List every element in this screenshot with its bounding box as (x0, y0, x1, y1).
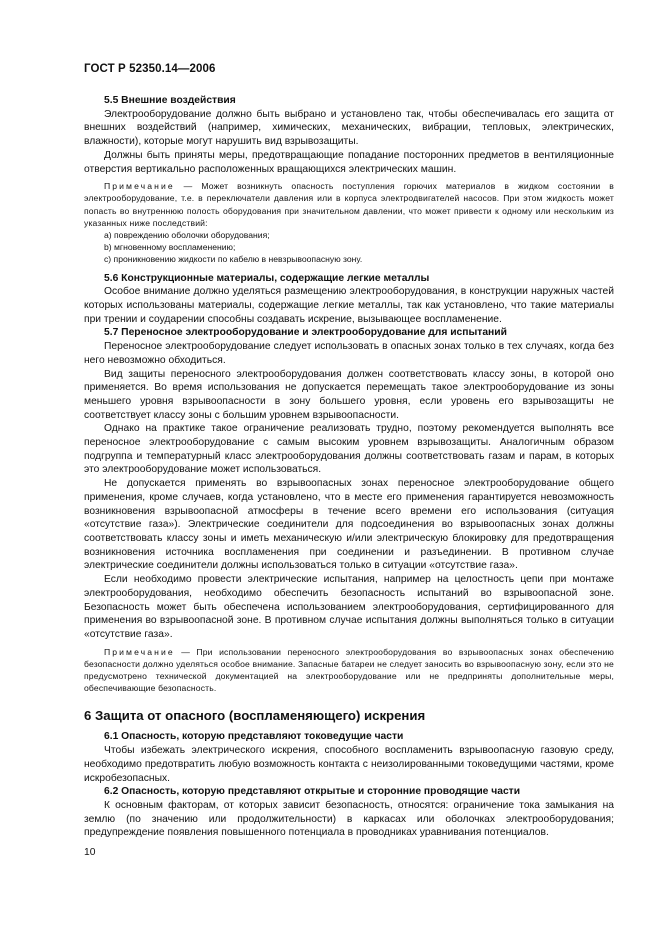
section-5-6-title: 5.6 Конструкционные материалы, содержащие легкие металлы (104, 272, 430, 284)
section-5-7-paragraph-1: Переносное электрооборудование следует использовать в опасных зонах только в тех случаях, когда без него невозможно обходиться. (84, 341, 614, 366)
page-header-standard: ГОСТ Р 52350.14—2006 (84, 63, 216, 75)
note-label: Примечание (104, 181, 175, 192)
note-label: Примечание (104, 646, 175, 657)
section-6-1-paragraph-1: Чтобы избежать электрического искрения, способного воспламенить взрывоопасную газовую среду, необходимо предотвратить любую возможность контакта с неизолированными токоведущими частями, кроме искробезопасных. (84, 745, 614, 784)
section-5-7-paragraph-5: Если необходимо провести электрические испытания, например на целостность цепи при монтаже электрооборудования, необходимо обеспечить безопасность испытаний во взрывоопасной зоне. Безопасность может быть обеспечена использованием электрооборудования, сертифицированного для применения во взрывоопасной зоне. В противном случае испытания должны выполняться только в ситуации «отсутствие газа». (84, 574, 614, 640)
page-content (84, 94, 614, 840)
section-5-5-note (84, 180, 614, 229)
section-5-7-paragraph-4: Не допускается применять во взрывоопасных зонах переносное электрооборудование общего применения, кроме случаев, когда установлено, что в месте его применения гарантируется невозможность возникновения взрывоопасной атмосферы в течение всего времени его использования (ситуация «отсутствие газа»). Электрические соединители для подсоединения во взрывоопасных зонах должны соответствовать классу зоны и иметь механическую и/или электрическую блокировку для предотвращения возникновения источника воспламенения при соединении и разъединении. В противном случае электрические соединители должны использоваться только в ситуации «отсутствие газа». (84, 478, 614, 572)
section-5-6-paragraph-1: Особое внимание должно уделяться размещению электрооборудования, в конструкции наружных частей которых использованы материалы, содержащие легкие металлы, так как установлено, что такие материалы при трении и соударении способны создавать искрение, вызывающее воспламенение. (84, 286, 614, 325)
note-list-item: a) повреждению оболочки оборудования; (104, 230, 270, 241)
section-5-7-paragraph-3: Однако на практике такое ограничение реализовать трудно, поэтому рекомендуется выполнять все переносное электрооборудование с самым высоким уровнем взрывозащиты. Аналогичным образом подгруппа и температурный класс электрооборудования должны соответствовать газам и парам, в которых это электрооборудование может использоваться. (84, 423, 614, 476)
note-list-item: b) мгновенному воспламенению; (104, 242, 236, 253)
section-5-5-paragraph-1: Электрооборудование должно быть выбрано и установлено так, чтобы обеспечивалась его защита от внешних воздействий (например, химических, механических, вибрации, тепловых, электрических, влажности), которые могут нарушить вид взрывозащиты. (84, 108, 614, 148)
note-text: — Может возникнуть опасность поступления горючих материалов в жидком состоянии в электрооборудование, т.е. в переключатели давления или в корпуса электродвигателей насосов. При этом жидкость может попасть во внутреннюю полость оборудования при значительном давлении, что может привести к одному или нескольким из указанных ниже последствий: (84, 181, 614, 228)
note-list-item: c) проникновению жидкости по кабелю в невзрывоопасную зону. (104, 254, 363, 265)
section-5-7-paragraph-2: Вид защиты переносного электрооборудования должен соответствовать классу зоны, в которой оно применяется. Во время использования не допускается перемещать такое электрооборудование из зоны меньшего уровня взрывоопасности в зону большего уровня, если уровень его взрывозащиты не соответствует классу зоны с большим уровнем взрывоопасности. (84, 368, 614, 421)
section-6-2-paragraph-1: К основным факторам, от которых зависит безопасность, относятся: ограничение тока замыкания на землю (по значению или продолжительности) в каркасах или оболочках электрооборудования; предупреждение появления повышенного потенциала в проводниках уравнивания потенциалов. (84, 799, 614, 839)
section-5-7-title: 5.7 Переносное электрооборудование и электрооборудование для испытаний (104, 327, 507, 339)
section-5-5-paragraph-2: Должны быть приняты меры, предотвращающие попадание посторонних предметов в вентиляционные отверстия вертикально расположенных вращающихся электрических машин. (84, 149, 614, 175)
section-6-title: 6 Защита от опасного (воспламеняющего) искрения (84, 708, 426, 724)
section-5-5-title: 5.5 Внешние воздействия (104, 95, 236, 106)
note-text: — При использовании переносного электрооборудования во взрывоопасных зонах обеспечению безопасности должно уделяться особое внимание. Запасные батареи не следует заносить во взрывоопасную зону, если это не предусмотрено технической документацией на электрооборудование или не предприняты дополнительные меры, обеспечивающие безопасность. (84, 646, 614, 694)
section-5-5-note-list (84, 229, 614, 266)
section-6-1-title: 6.1 Опасность, которую представляют токоведущие части (104, 731, 404, 743)
section-5-7-note (84, 646, 614, 695)
section-6-2-title: 6.2 Опасность, которую представляют открытые и сторонние проводящие части (104, 786, 521, 798)
page-number: 10 (84, 847, 96, 858)
